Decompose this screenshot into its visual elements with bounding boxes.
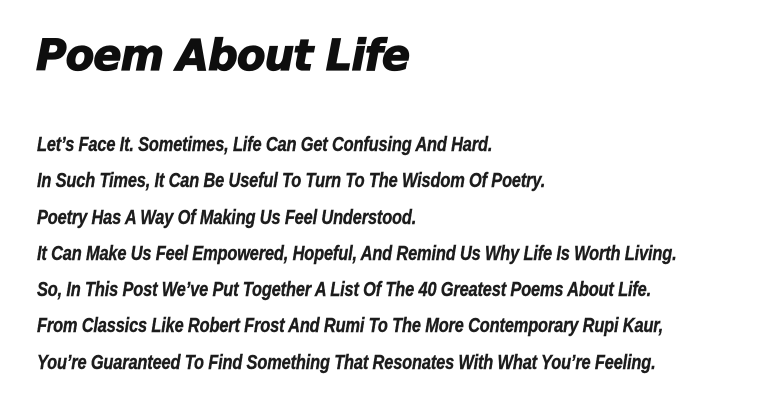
intro-line-4: It Can Make Us Feel Empowered, Hopeful, And Remind Us Why Life Is Worth Living. — [37, 242, 677, 265]
intro-line-5: So, In This Post We’ve Put Together A List Of The 40 Greatest Poems About Life. — [37, 279, 651, 302]
page-title: Poem About Life — [36, 31, 410, 81]
intro-line-1: Let’s Face It. Sometimes, Life Can Get Confusing And Hard. — [37, 134, 493, 156]
intro-paragraphs — [37, 127, 771, 381]
intro-line-2: In Such Times, It Can Be Useful To Turn To The Wisdom Of Poetry. — [37, 170, 546, 193]
intro-line-7: You’re Guaranteed To Find Something That Resonates With What You’re Feeling. — [37, 351, 656, 374]
intro-line-6: From Classics Like Robert Frost And Rumi To The More Contemporary Rupi Kaur, — [37, 315, 664, 338]
intro-line-3: Poetry Has A Way Of Making Us Feel Understood. — [37, 206, 417, 229]
